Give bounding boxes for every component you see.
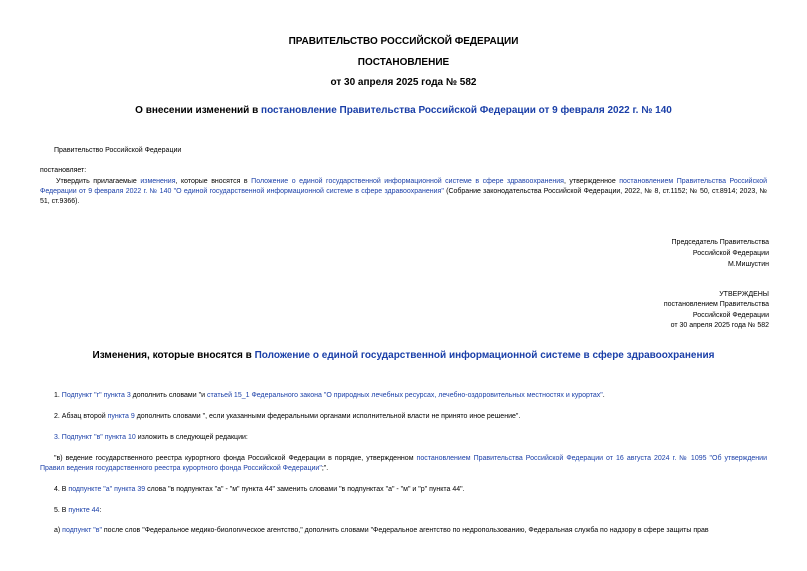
government-name: Правительство Российской Федерации	[54, 147, 182, 154]
paragraph-approve	[40, 177, 767, 207]
document-type: ПОСТАНОВЛЕНИЕ	[357, 57, 450, 68]
article-15-1-link[interactable]: статьей 15_1 Федерального закона "О природных лечебных ресурсах, лечебно-оздоровительных местностях и курортах"	[206, 392, 603, 399]
document-date-number: от 30 апреля 2025 года № 582	[330, 77, 477, 88]
new-subpoint-text	[40, 454, 767, 474]
changes-link[interactable]: изменения	[140, 178, 176, 185]
document-title-text: О внесении изменений в	[135, 105, 262, 116]
change-item-3	[54, 433, 248, 443]
point-44-link[interactable]: пункте 44	[68, 507, 100, 514]
title-decree-link[interactable]: постановление Правительства Российской Федерации от 9 февраля 2022 г. № 140	[261, 105, 672, 116]
subpoint-g-point-3-link[interactable]: Подпункт "г" пункта 3	[61, 392, 131, 399]
point-9-link[interactable]: пункта 9	[107, 413, 135, 420]
signature-position: Председатель Правительства	[671, 239, 769, 246]
text-span: после слов "Федеральное медико-биологическое агентство," дополнить словами "Федеральное агентство по недропользованию, Федеральная служба по надзору в сфере защиты прав	[101, 527, 709, 534]
text-span: 4. В	[54, 486, 69, 493]
subpoint-a-point-39-link[interactable]: подпункте "а" пункта 39	[68, 486, 146, 493]
text-span: 2. Абзац второй	[54, 413, 108, 420]
subpoint-v-point-10-link[interactable]: 3. Подпункт "в" пункта 10	[54, 434, 136, 441]
signature-name: М.Мишустин	[727, 261, 769, 268]
text-span: , утвержденное	[563, 178, 620, 185]
subpoint-v-link[interactable]: подпункт "в"	[62, 527, 102, 534]
text-span: дополнить словами "и	[130, 392, 207, 399]
text-span: а)	[54, 527, 63, 534]
text-span: слова "в подпунктах "а" - "м" пункта 44" заменить словами "в подпунктах "а" - "м" и "р" пункта 44".	[145, 486, 465, 493]
approved-heading: УТВЕРЖДЕНЫ	[719, 291, 769, 298]
text-span: ;".	[321, 465, 329, 472]
change-item-4	[54, 485, 465, 495]
approved-date: от 30 апреля 2025 года № 582	[670, 322, 769, 329]
text-span: .	[602, 392, 605, 399]
changes-title-link[interactable]: Положение о единой государственной информационной системе в сфере здравоохранения	[254, 350, 715, 361]
text-span: :	[99, 507, 102, 514]
changes-title	[0, 350, 807, 361]
approved-by: постановлением Правительства	[663, 301, 769, 308]
document-title	[0, 105, 807, 116]
text-span: Утвердить прилагаемые	[56, 178, 141, 185]
decree-1095-link[interactable]: постановлением Правительства Российской Федерации от 16 августа 2024 г. № 1095 "Об утверждении Правил ведения государственного реестра курортного фонда Российской Федерации"	[40, 455, 767, 472]
approved-country: Российской Федерации	[692, 312, 769, 319]
change-item-1	[54, 391, 605, 401]
decree-140-link[interactable]: постановлением Правительства Российской Федерации от 9 февраля 2022 г. № 140 "О единой государственной информационной системе в сфере здравоохранения"	[40, 178, 768, 195]
change-item-5	[54, 506, 101, 516]
text-span: 1.	[54, 392, 62, 399]
change-subitem-a	[54, 526, 767, 536]
text-span: изложить в следующей редакции:	[135, 434, 248, 441]
text-span: дополнить словами ", если указанными федеральными органами исполнительной власти не принято иное решение".	[134, 413, 521, 420]
text-span: 5. В	[54, 507, 69, 514]
decrees-word: постановляет:	[40, 167, 87, 174]
regulation-link[interactable]: Положение о единой государственной информационной системе в сфере здравоохранения	[251, 178, 564, 185]
government-heading: ПРАВИТЕЛЬСТВО РОССИЙСКОЙ ФЕДЕРАЦИИ	[288, 36, 519, 47]
signature-country: Российской Федерации	[692, 250, 769, 257]
change-item-2	[54, 412, 520, 422]
text-span: , которые вносятся в	[175, 178, 252, 185]
text-span: "в) ведение государственного реестра курортного фонда Российской Федерации в порядке, утвержденном	[54, 455, 417, 462]
text-span: (Собрание законодательства Российской Федерации, 2022, № 8, ст.1152; № 50, ст.8914; 2023, № 51, ст.9366).	[40, 188, 767, 205]
changes-title-text: Изменения, которые вносятся в	[92, 350, 255, 361]
